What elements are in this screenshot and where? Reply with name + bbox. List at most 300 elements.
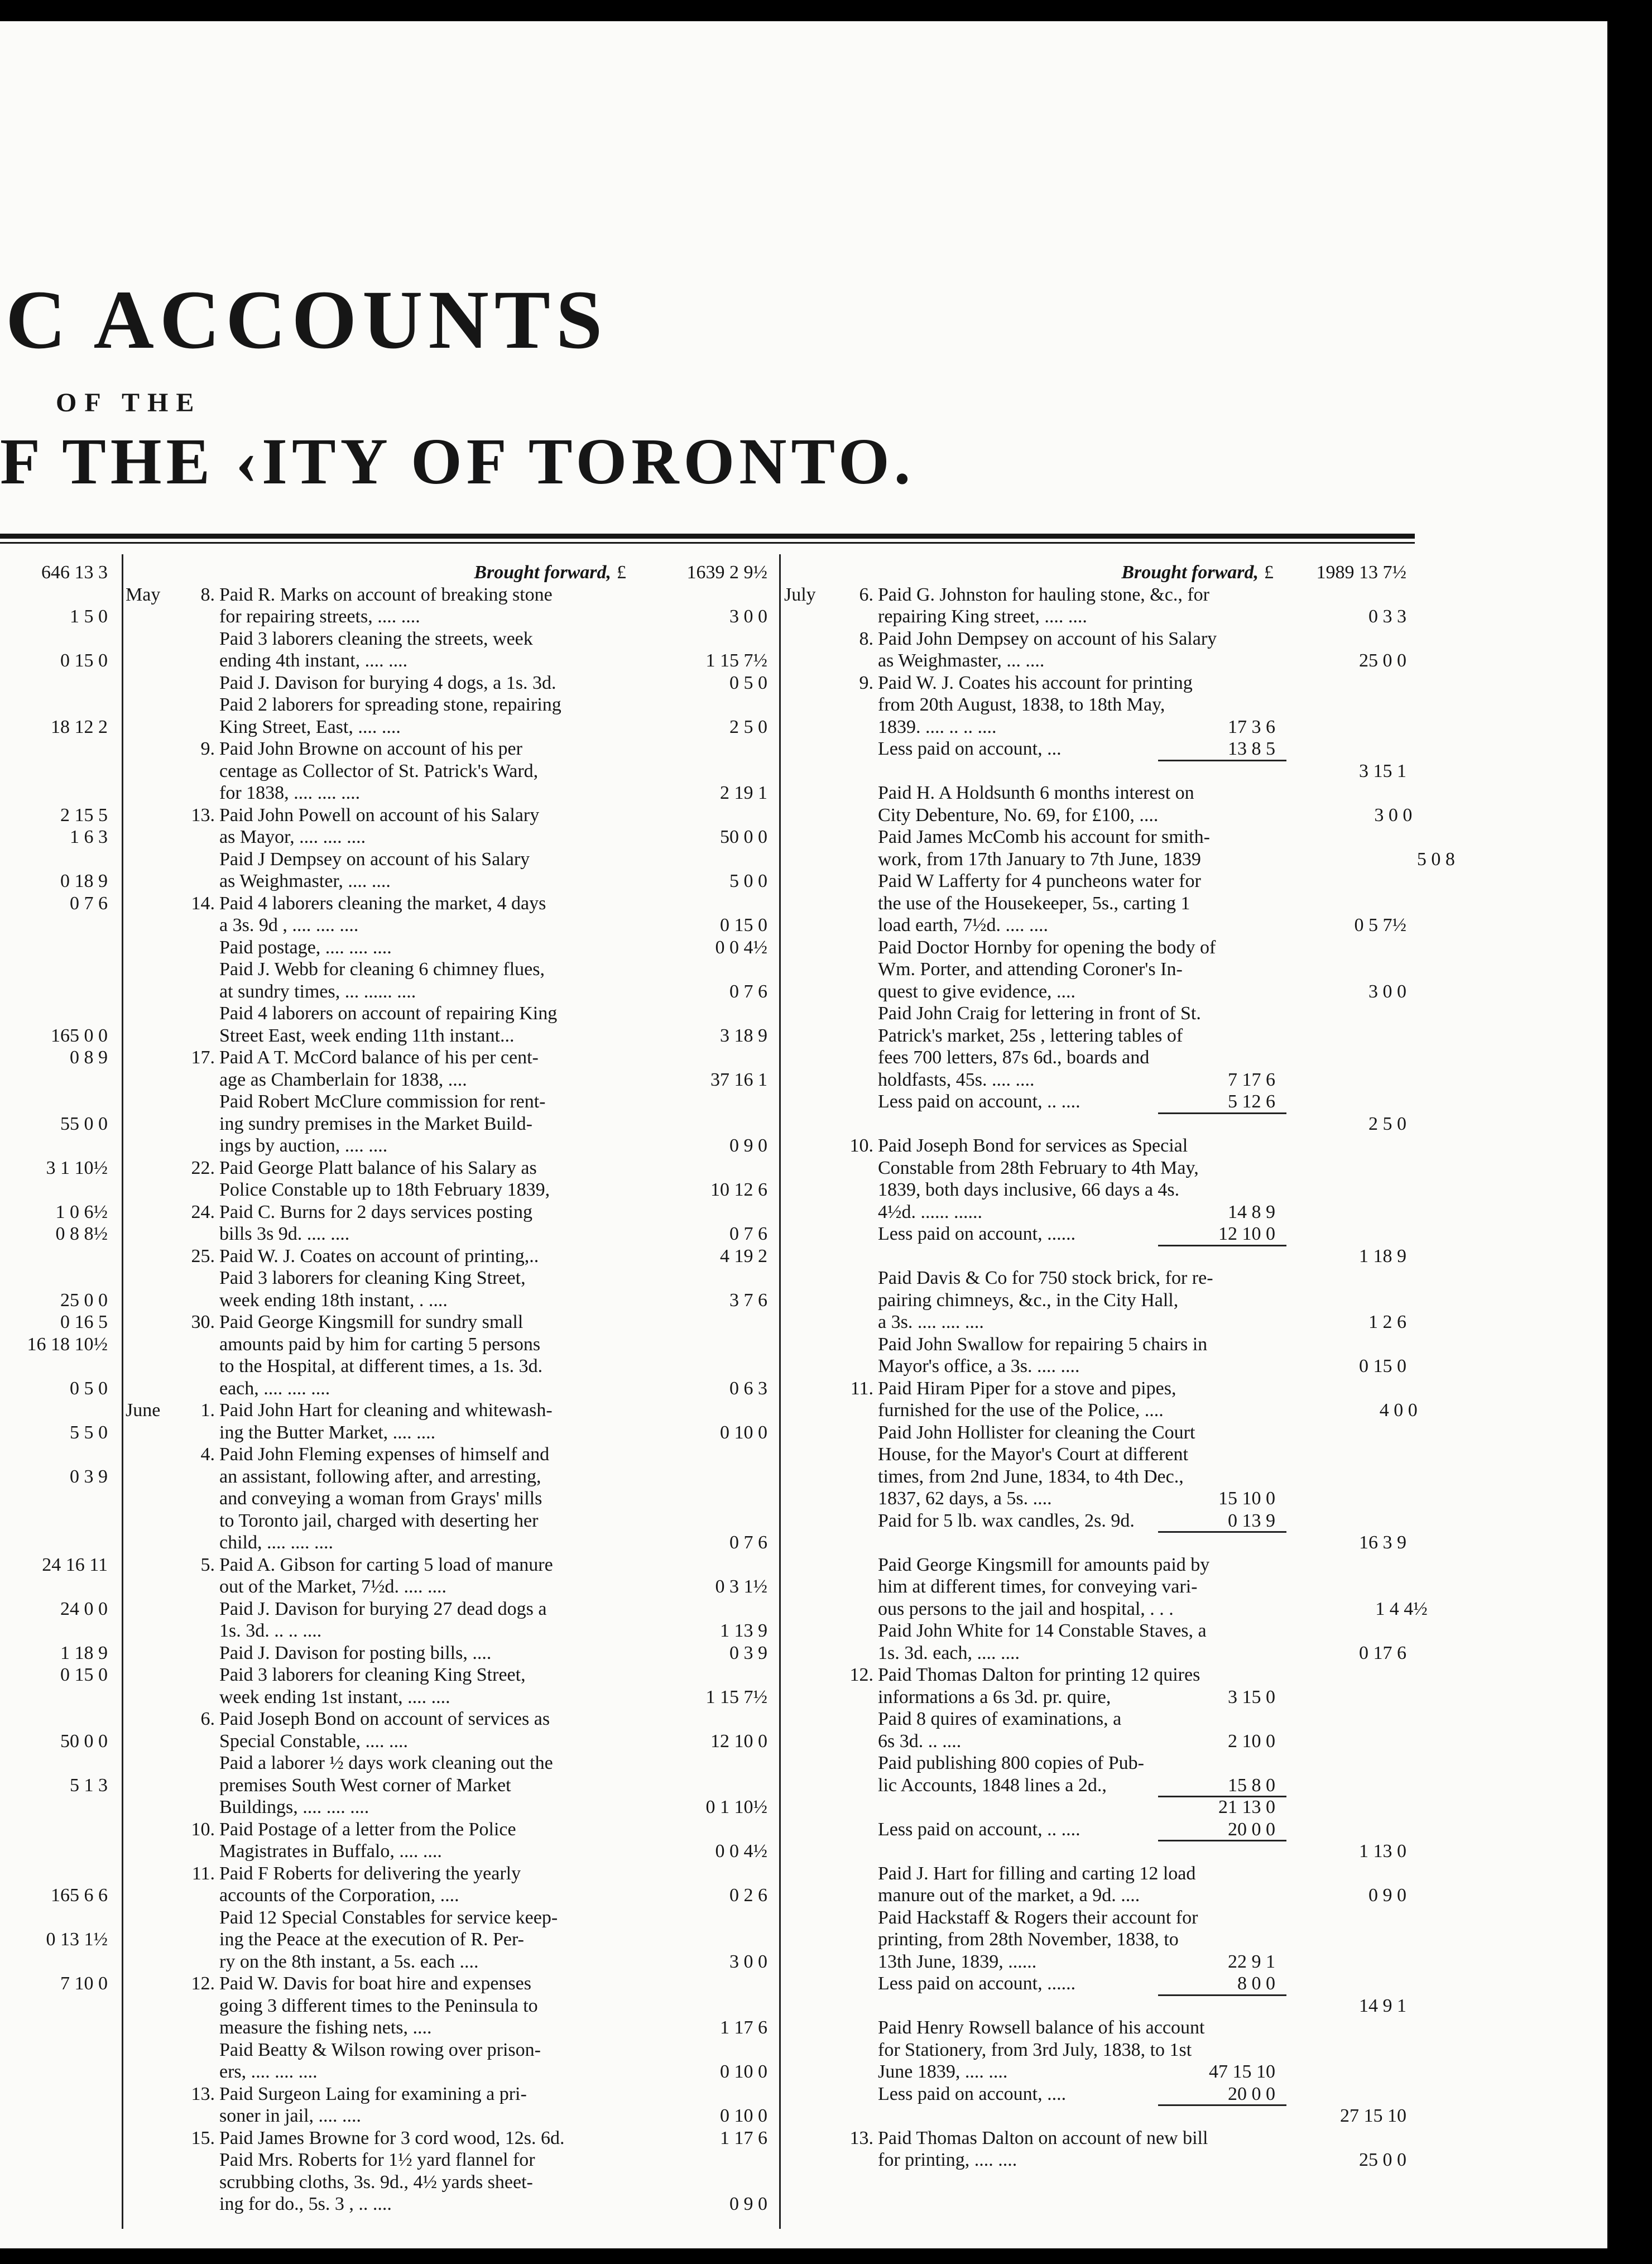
ledger-row	[784, 1929, 1418, 1951]
day-label	[175, 2171, 219, 2194]
day-label	[175, 1267, 219, 1289]
month-label	[126, 1819, 175, 1841]
ledger-row	[126, 1774, 779, 1797]
month-label	[784, 2127, 833, 2150]
ledger-row	[784, 2127, 1418, 2150]
entry-text: Buildings, .... .... ....	[219, 1797, 369, 1817]
entry-amount	[1328, 782, 1459, 804]
entry-amount: 1 15 7½	[705, 1686, 767, 1707]
entry-text: Paid 4 laborers cleaning the market, 4 days	[219, 893, 546, 914]
ledger-row	[126, 2017, 779, 2039]
ledger-row	[784, 1510, 1418, 1532]
ledger-row	[784, 1664, 1418, 1686]
day-label	[175, 1884, 219, 1907]
day-label: 9.	[200, 738, 215, 759]
entry-amount	[1334, 1664, 1465, 1686]
ledger-row	[784, 1135, 1418, 1157]
entry-amount: 1 17 6	[720, 2127, 767, 2148]
ledger-row	[784, 1642, 1418, 1665]
entry-text: Police Constable up to 18th February 1839,	[219, 1179, 550, 1200]
ledger-row	[784, 1951, 1418, 1973]
ledger-row	[784, 1047, 1418, 1069]
entry-text: 1839. .... .. .. ....	[878, 716, 997, 737]
month-label	[126, 1157, 175, 1179]
ledger-row	[784, 848, 1455, 871]
entry-text: Paid 4 laborers on account of repairing King	[219, 1003, 558, 1024]
month-label	[126, 981, 175, 1003]
entry-amount: 3 15 1	[1359, 760, 1406, 781]
ledger-row	[784, 2105, 1418, 2127]
entry-amount	[1286, 1510, 1418, 1532]
ledger-row	[784, 1752, 1418, 1774]
entry-amount: 3 0 0	[729, 606, 767, 627]
month-label	[784, 914, 833, 937]
ledger-row	[784, 1598, 1428, 1620]
month-label	[784, 1907, 833, 1929]
month-label	[126, 1422, 175, 1444]
entry-amount	[1299, 694, 1430, 716]
day-label	[833, 848, 878, 871]
month-label	[126, 1642, 175, 1665]
ledger-row	[126, 650, 779, 672]
entry-text: Mayor's office, a 3s. .... ....	[878, 1356, 1080, 1376]
entry-text	[878, 1995, 1152, 2017]
entry-amount	[1312, 1289, 1443, 1312]
entry-text: a 3s. 9d , .... .... ....	[219, 915, 359, 936]
left-amount: 5 5 0	[70, 1422, 108, 1443]
day-label	[175, 1642, 219, 1665]
ledger-row	[784, 1443, 1418, 1466]
entry-text: Paid J. Davison for burying 27 dead dogs a	[219, 1598, 547, 1619]
entry-text: Paid J. Davison for posting bills, ....	[219, 1642, 492, 1663]
month-label	[784, 1708, 833, 1730]
day-label	[833, 1047, 878, 1069]
entry-amount: 0 0 4½	[715, 1841, 767, 1862]
left-amount: 0 8 9	[70, 1047, 108, 1068]
entry-text: out of the Market, 7½d. .... ....	[219, 1576, 446, 1597]
entry-text: ing for do., 5s. 3 , .. ....	[219, 2194, 392, 2214]
month-label	[784, 958, 833, 981]
month-label	[126, 1267, 175, 1289]
month-label	[784, 1245, 833, 1268]
subtotal-amount	[1209, 584, 1343, 606]
subtotal-amount	[1217, 628, 1351, 650]
entry-text: Paid 12 Special Constables for service keep-	[219, 1907, 558, 1928]
month-label	[126, 2127, 175, 2150]
entry-amount: 37 16 1	[710, 1069, 767, 1090]
day-label	[175, 1995, 219, 2017]
entry-text: ous persons to the jail and hospital, . . .	[878, 1598, 1174, 1619]
subtotal-amount: 14 8 9	[1228, 1201, 1275, 1222]
entry-amount	[639, 760, 779, 783]
left-amount: 1 6 3	[70, 827, 108, 847]
day-label	[175, 1334, 219, 1356]
subtotal-amount	[1152, 760, 1286, 783]
day-label	[175, 782, 219, 804]
ledger-row	[784, 1708, 1418, 1730]
entry-text: ry on the 8th instant, a 5s. each ....	[219, 1951, 479, 1972]
ledger-row	[784, 914, 1418, 937]
month-label	[784, 1774, 833, 1797]
entry-amount	[1286, 1796, 1418, 1819]
entry-amount: 3 0 0	[1374, 804, 1413, 826]
ledger-row	[784, 694, 1418, 716]
entry-amount: 0 17 6	[1359, 1642, 1406, 1663]
entry-text: scrubbing cloths, 3s. 9d., 4½ yards sheet-	[219, 2171, 533, 2193]
ledger-row	[126, 738, 779, 760]
month-label	[126, 738, 175, 760]
entry-amount: 0 5 0	[729, 672, 767, 693]
month-label	[126, 1554, 175, 1576]
entry-amount	[639, 1995, 779, 2017]
ledger-row	[784, 1620, 1418, 1642]
entry-text: Paid James McComb his account for smith-	[878, 827, 1210, 847]
subtotal-amount: 2 10 0	[1228, 1730, 1275, 1752]
subtotal-amount	[1188, 1135, 1322, 1157]
entry-amount: 0 3 3	[1368, 606, 1406, 627]
ledger-row	[126, 1443, 779, 1466]
entry-text: Paid John Browne on account of his per	[219, 738, 522, 759]
ledger-row	[126, 1840, 779, 1863]
day-label	[833, 1443, 878, 1466]
ledger-row	[784, 1730, 1418, 1753]
day-label	[175, 870, 219, 893]
day-label	[833, 2105, 878, 2127]
month-label	[784, 1488, 833, 1510]
day-label: 12.	[191, 1973, 215, 1994]
ledger-row	[784, 1774, 1418, 1797]
entry-amount: 0 7 6	[729, 1224, 767, 1244]
ledger-row	[126, 937, 779, 959]
month-label	[784, 1091, 833, 1113]
ledger-row	[784, 1554, 1418, 1576]
entry-text: Paid Beatty & Wilson rowing over prison-	[219, 2039, 541, 2060]
entry-amount	[1324, 893, 1455, 915]
day-label	[175, 1510, 219, 1532]
ledger-row	[784, 981, 1418, 1003]
month-label	[784, 1554, 833, 1576]
day-label	[833, 1003, 878, 1025]
day-label: 10.	[849, 1135, 873, 1156]
ledger-row	[784, 1179, 1418, 1201]
day-label	[175, 2017, 219, 2039]
ledger-row	[784, 716, 1418, 738]
entry-text: accounts of the Corporation, ....	[219, 1885, 459, 1906]
subtotal-amount: 21 13 0	[1218, 1797, 1275, 1817]
ledger-row	[784, 958, 1418, 981]
day-label	[175, 2149, 219, 2171]
ledger-row	[126, 870, 779, 893]
subtotal-amount	[1152, 1311, 1286, 1334]
month-label	[784, 716, 833, 738]
entry-text: Paid Hackstaff & Rogers their account for	[878, 1907, 1198, 1928]
day-label	[833, 914, 878, 937]
entry-amount	[1286, 1201, 1418, 1224]
day-label	[833, 694, 878, 716]
entry-amount	[639, 1752, 779, 1774]
entry-text: as Weighmaster, ... ....	[878, 650, 1045, 671]
entry-amount: 0 2 6	[729, 1885, 767, 1906]
day-label	[175, 1091, 219, 1113]
day-label: 13.	[191, 804, 215, 826]
entry-amount	[1329, 1863, 1461, 1885]
entry-text: work, from 17th January to 7th June, 1839	[878, 848, 1201, 870]
entry-text: 1s. 3d. each, .... ....	[878, 1642, 1020, 1663]
subtotal-amount	[1176, 1378, 1310, 1400]
day-label: 30.	[191, 1312, 215, 1332]
month-label	[784, 1069, 833, 1091]
ledger-row	[784, 1863, 1418, 1885]
day-label: 11.	[191, 1863, 215, 1884]
ledger-row	[784, 1840, 1418, 1863]
month-label	[126, 1223, 175, 1245]
entry-text: Paid 8 quires of examinations, a	[878, 1709, 1122, 1729]
day-label	[175, 650, 219, 672]
day-label	[175, 760, 219, 783]
entry-amount	[1286, 1091, 1418, 1113]
entry-amount	[639, 2171, 779, 2194]
ledger-row	[126, 1157, 779, 1179]
entry-text: fees 700 letters, 87s 6d., boards and	[878, 1047, 1150, 1068]
entry-text: week ending 18th instant, . ....	[219, 1289, 448, 1311]
day-label	[175, 1466, 219, 1488]
subtotal-amount	[1165, 694, 1299, 716]
subtotal-amount	[1210, 826, 1344, 848]
day-label	[175, 981, 219, 1003]
ledger-row	[784, 1532, 1418, 1554]
entry-amount: 0 7 6	[729, 1532, 767, 1553]
subtotal-amount: 20 0 0	[1228, 2083, 1275, 2104]
month-label	[784, 826, 833, 848]
ledger-row	[784, 1907, 1418, 1929]
subtotal-amount	[1152, 981, 1286, 1003]
entry-amount: 1 4 4½	[1375, 1598, 1428, 1619]
left-amount: 25 0 0	[60, 1289, 108, 1311]
ledger-row	[126, 958, 779, 981]
day-label	[175, 1069, 219, 1091]
month-label	[126, 826, 175, 848]
day-label: 11.	[850, 1378, 873, 1399]
month-label	[784, 1730, 833, 1753]
day-label	[175, 1796, 219, 1819]
entry-text: Constable from 28th February to 4th May,	[878, 1157, 1199, 1178]
day-label	[175, 848, 219, 871]
subtotal-amount	[1188, 1443, 1322, 1466]
month-label	[126, 1686, 175, 1709]
entry-amount	[1286, 1819, 1418, 1841]
day-label	[833, 2017, 878, 2039]
brought-forward-amount: 1639 2 9½	[686, 562, 767, 583]
month-label	[784, 694, 833, 716]
month-label	[126, 650, 175, 672]
day-label: 1.	[200, 1400, 215, 1421]
column-divider-1	[122, 554, 123, 2229]
month-label	[126, 893, 175, 915]
month-label	[784, 1819, 833, 1841]
entry-amount	[1344, 826, 1475, 848]
day-label: 13.	[191, 2083, 215, 2104]
ledger-row	[784, 1973, 1418, 1995]
entry-amount	[639, 1311, 779, 1334]
day-label	[833, 826, 878, 848]
entry-text: Paid G. Johnston for hauling stone, &c., for	[878, 584, 1209, 605]
entry-text: Paid Surgeon Laing for examining a pri-	[219, 2083, 527, 2104]
entry-text: the use of the Housekeeper, 5s., carting 1	[878, 893, 1190, 914]
month-label	[784, 1620, 833, 1642]
subtotal-amount	[1152, 1355, 1286, 1378]
day-label	[175, 1003, 219, 1025]
entry-amount	[639, 584, 779, 606]
month-label	[126, 1598, 175, 1620]
month-label	[126, 2017, 175, 2039]
entry-text: Paid W Lafferty for 4 puncheons water for	[878, 871, 1201, 891]
subtotal-amount	[1152, 1840, 1286, 1863]
ledger-row	[126, 1466, 779, 1488]
day-label	[833, 937, 878, 959]
entry-amount: 2 5 0	[1368, 1113, 1406, 1134]
entry-text: Paid for 5 lb. wax candles, 2s. 9d.	[878, 1510, 1135, 1531]
ledger-row	[126, 1554, 779, 1576]
entry-text: King Street, East, .... ....	[219, 716, 401, 737]
day-label	[833, 1774, 878, 1797]
entry-amount: 0 3 9	[729, 1642, 767, 1663]
subtotal-amount	[1152, 914, 1286, 937]
entry-text: Less paid on account, ......	[878, 1224, 1076, 1244]
entry-text: bills 3s 9d. .... ....	[219, 1224, 350, 1244]
ledger-row	[126, 2105, 779, 2127]
left-amount: 0 16 5	[60, 1312, 108, 1332]
ledger-row	[126, 1201, 779, 1224]
left-amount: 0 7 6	[70, 893, 108, 914]
subtotal-amount: 15 8 0	[1228, 1774, 1275, 1796]
entry-amount: 25 0 0	[1359, 650, 1406, 671]
month-label	[126, 1884, 175, 1907]
entry-amount	[1350, 937, 1481, 959]
entry-text: and conveying a woman from Grays' mills	[219, 1488, 542, 1509]
ledger-row	[126, 1664, 779, 1686]
entry-text: Paid C. Burns for 2 days services posting	[219, 1201, 532, 1222]
left-amount: 1 18 9	[60, 1642, 108, 1663]
subtotal-amount: 15 10 0	[1218, 1488, 1275, 1509]
brought-forward-label: Brought forward,	[1121, 562, 1259, 583]
day-label	[833, 1907, 878, 1929]
ledger-row	[126, 1091, 779, 1113]
entry-text: Less paid on account, .. ....	[878, 1091, 1080, 1112]
entry-amount: 4 0 0	[1379, 1400, 1418, 1421]
subtotal-amount	[1152, 1642, 1286, 1665]
entry-amount: 10 12 6	[710, 1179, 767, 1200]
day-label	[175, 826, 219, 848]
entry-amount: 3 0 0	[729, 1951, 767, 1972]
left-amount: 0 15 0	[60, 650, 108, 671]
ledger-row	[126, 1951, 779, 1973]
entry-text: Paid Mrs. Roberts for 1½ yard flannel for	[219, 2150, 535, 2170]
month-label	[784, 2061, 833, 2083]
month-label	[784, 628, 833, 650]
ledger-row	[126, 1378, 779, 1400]
day-label: 8.	[859, 628, 873, 649]
subtotal-amount	[1192, 2039, 1326, 2061]
month-label	[126, 1774, 175, 1797]
ledger-row	[784, 2149, 1418, 2171]
day-label	[175, 2039, 219, 2061]
ledger-row	[784, 1576, 1418, 1598]
entry-amount	[639, 1113, 779, 1135]
ledger-row	[126, 1620, 779, 1642]
entry-amount: 3 18 9	[720, 1025, 767, 1046]
entry-amount	[639, 628, 779, 650]
entry-text: Paid W. J. Coates on account of printing,..	[219, 1245, 539, 1267]
left-amount: 3 1 10½	[46, 1157, 108, 1178]
entry-amount	[639, 1819, 779, 1841]
ledger-row	[784, 1113, 1418, 1135]
month-label	[126, 2171, 175, 2194]
subtotal-amount	[1190, 893, 1324, 915]
entry-text	[878, 1245, 1152, 1268]
day-label: 22.	[191, 1157, 215, 1178]
entry-amount: 27 15 10	[1340, 2105, 1406, 2126]
entry-amount: 1 17 6	[720, 2017, 767, 2038]
day-label	[833, 1929, 878, 1951]
subtotal-amount	[1152, 2105, 1286, 2127]
date-cell	[784, 562, 833, 584]
entry-amount: 1 13 0	[1359, 1841, 1406, 1862]
left-amount: 1 0 6½	[55, 1201, 108, 1222]
day-label	[833, 1819, 878, 1841]
right-column-ledger	[784, 562, 1455, 2171]
day-label	[833, 2039, 878, 2061]
month-label	[126, 1378, 175, 1400]
entry-text: Wm. Porter, and attending Coroner's In-	[878, 959, 1183, 980]
entry-amount	[1341, 1620, 1472, 1642]
day-label	[833, 1796, 878, 1819]
day-label	[833, 1069, 878, 1091]
ledger-row	[126, 1576, 779, 1598]
day-label	[833, 1686, 878, 1709]
day-label	[833, 1466, 878, 1488]
entry-amount	[639, 1355, 779, 1378]
day-label	[175, 1951, 219, 1973]
entry-text: week ending 1st instant, .... ....	[219, 1686, 450, 1707]
ledger-row	[126, 1245, 779, 1268]
entry-amount	[1327, 672, 1458, 694]
entry-text	[878, 760, 1152, 783]
entry-text: Paid F Roberts for delivering the yearly	[219, 1863, 521, 1884]
day-label	[833, 1995, 878, 2017]
entry-amount	[1322, 1443, 1453, 1466]
subtotal-amount	[1184, 1466, 1318, 1488]
entry-amount	[1286, 1686, 1418, 1709]
day-label	[833, 1245, 878, 1268]
month-label	[126, 1532, 175, 1554]
ledger-row	[126, 2061, 779, 2083]
entry-text: Paid 3 laborers for cleaning King Street,	[219, 1268, 526, 1288]
month-label	[784, 1113, 833, 1135]
entry-amount	[639, 1664, 779, 1686]
entry-amount	[1332, 1907, 1463, 1929]
month-label	[784, 848, 833, 871]
entry-text: 4½d. ...... ......	[878, 1201, 982, 1222]
day-label: 14.	[191, 893, 215, 914]
day-label	[175, 958, 219, 981]
entry-amount	[1286, 1069, 1418, 1091]
entry-text: repairing King street, .... ....	[878, 606, 1087, 627]
month-label	[126, 716, 175, 738]
day-label: 6.	[200, 1709, 215, 1729]
entry-text: Less paid on account, ...	[878, 738, 1062, 759]
entry-amount	[1286, 2083, 1418, 2105]
ledger-row	[784, 1157, 1418, 1179]
